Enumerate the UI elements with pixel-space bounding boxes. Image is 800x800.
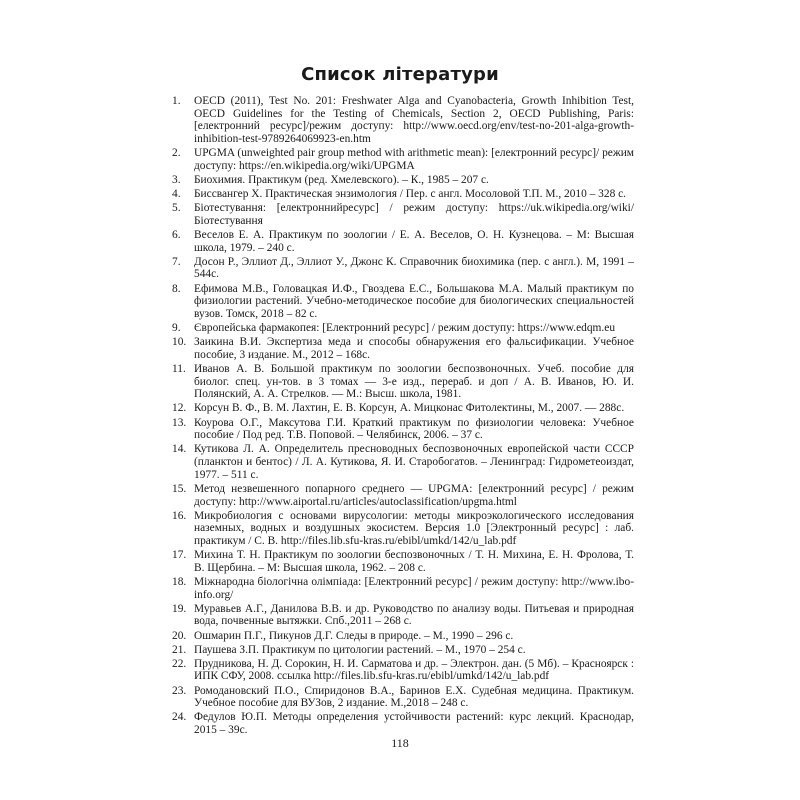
reference-item xyxy=(172,322,634,335)
reference-text: Метод незвешенного попарного среднего — UPGMA: [електронний ресурс] / режим доступу: http://www.aiportal.ru/articles/autoclassification/upgma.html xyxy=(194,482,634,508)
reference-number: 6. xyxy=(172,228,181,241)
reference-text: Біотестування: [електроннийресурс] / режим доступу: https://uk.wikipedia.org/wiki/ Біотестування xyxy=(194,202,634,227)
reference-item xyxy=(172,402,634,415)
reference-text: Иванов А. В. Большой практикум по зоологии беспозвоночных. Учеб. пособие для биолог. спец. ун-тов. в 3 томах — 3-е изд., перераб. и доп / А. В. Иванов, Ю. И. Полянский, А. А. Стрелков. — М.: Высш. школа, 1981. xyxy=(194,362,634,401)
reference-text: Федулов Ю.П. Методы определения устойчивости растений: курс лекций. Краснодар, 2015 – 39с. xyxy=(194,711,634,737)
reference-text: Микробиология с основами вирусологии: методы микроэкологического исследования наземных, водных и воздушных экосистем. Версия 1.0 [Электронный ресурс] : лаб. практикум / С. В. http://files.lib.sfu-kras.ru/ebibl/umkd/142/u_lab.pdf xyxy=(194,509,634,548)
reference-number: 18. xyxy=(172,575,187,588)
reference-item xyxy=(172,417,634,442)
reference-text: Ошмарин П.Г., Пикунов Д.Г. Следы в природе. – М., 1990 – 296 с. xyxy=(194,629,514,642)
reference-item xyxy=(172,644,634,657)
reference-number: 11. xyxy=(172,362,186,375)
reference-text: Паушева З.П. Практикум по цитологии растений. – М., 1970 – 254 с. xyxy=(194,643,526,656)
reference-number: 14. xyxy=(172,443,187,456)
reference-text: Кутикова Л. А. Определитель пресноводных беспозвоночных европейской части СССР (планктон и бентос) / Л. А. Кутикова, Я. И. Старобогатов. – Ленинград: Гидрометеоиздат, 1977. – 511 с. xyxy=(194,443,634,481)
reference-item xyxy=(172,630,634,643)
reference-text: Заикина В.И. Экспертиза меда и способы обнаружения его фальсификации. Учебное пособие, 3 издание. М., 2012 – 168с. xyxy=(194,336,634,361)
reference-number: 21. xyxy=(172,643,187,656)
reference-text: Європейська фармакопея: [Електронний ресурс] / режим доступу: https://www.edqm.eu xyxy=(194,322,616,335)
reference-number: 24. xyxy=(172,711,187,724)
reference-text: Корсун В. Ф., В. М. Лахтин, Е. В. Корсун, А. Мицконас Фитолектины, М., 2007. — 288с. xyxy=(194,402,625,415)
reference-number: 7. xyxy=(172,255,181,268)
reference-item xyxy=(172,283,634,321)
reference-item xyxy=(172,711,634,736)
reference-text: Муравьев А.Г., Данилова В.В. и др. Руководство по анализу воды. Питьевая и природная вода, почвенные вытяжки. Спб.,2011 – 268 с. xyxy=(194,602,634,628)
reference-number: 16. xyxy=(172,509,187,522)
reference-item xyxy=(172,363,634,401)
reference-number: 3. xyxy=(172,174,181,186)
page-number: 118 xyxy=(391,736,409,750)
reference-item xyxy=(172,576,634,601)
reference-item xyxy=(172,549,634,574)
reference-number: 19. xyxy=(172,602,187,615)
reference-text: Биссвангер Х. Практическая энзимология / Пер. с англ. Мосоловой Т.П. М., 2010 – 328 с. xyxy=(194,188,627,201)
reference-number: 23. xyxy=(172,684,187,697)
reference-number: 17. xyxy=(172,549,187,562)
reference-text: Веселов Е. А. Практикум по зоологии / Е. А. Веселов, О. Н. Кузнецова. – М: Высшая школа, 1979. – 240 с. xyxy=(194,228,634,254)
reference-number: 8. xyxy=(172,282,181,295)
reference-item xyxy=(172,510,634,548)
reference-item xyxy=(172,95,634,146)
reference-number: 12. xyxy=(172,402,187,415)
reference-list xyxy=(172,95,634,738)
reference-number: 15. xyxy=(172,482,187,495)
reference-text: OECD (2011), Test No. 201: Freshwater Alga and Cyanobacteria, Growth Inhibition Test, OECD Guidelines for the Testing of Chemicals, Section 2, OECD Publishing, Paris: [електронний ресурс]/режим доступу: http://www.oecd.org/env/test-no-201-alga-growth-inhibition-test-9789264069923-en.htm xyxy=(194,95,634,146)
reference-item xyxy=(172,483,634,508)
reference-text: Михина Т. Н. Практикум по зоологии беспозвоночных / Т. Н. Михина, Е. Н. Фролова, Т. В. Щербина. – М: Высшая школа, 1962. – 208 с. xyxy=(194,549,634,574)
reference-item xyxy=(172,336,634,361)
reference-item xyxy=(172,685,634,710)
reference-item xyxy=(172,229,634,254)
reference-number: 13. xyxy=(172,416,187,429)
reference-text: UPGMA (unweighted pair group method with arithmetic mean): [електронний ресурс]/ режим доступу: https://en.wikipedia.org/wiki/UPGMA xyxy=(194,147,634,172)
page-title: Список літератури xyxy=(301,64,499,85)
reference-item xyxy=(172,603,634,628)
reference-item xyxy=(172,202,634,227)
reference-number: 2. xyxy=(172,147,181,160)
reference-item xyxy=(172,256,634,281)
reference-number: 4. xyxy=(172,188,181,201)
reference-number: 10. xyxy=(172,336,187,349)
reference-text: Ромодановский П.О., Спиридонов В.А., Баринов Е.Х. Судебная медицина. Практикум. Учебное пособие для ВУЗов, 2 издание. М.,2018 – 248 с. xyxy=(194,684,634,710)
reference-text: Прудникова, Н. Д. Сорокин, Н. И. Сарматова и др. – Электрон. дан. (5 Мб). – Красноярск : ИПК СФУ, 2008. ссылка http://files.lib.sfu-kras.ru/ebibl/umkd/142/u_lab.pdf xyxy=(194,657,634,683)
reference-item xyxy=(172,147,634,172)
reference-number: 5. xyxy=(172,202,181,215)
reference-item xyxy=(172,188,634,201)
reference-number: 22. xyxy=(172,657,187,670)
reference-number: 9. xyxy=(172,322,181,335)
reference-text: Биохимия. Практикум (ред. Хмелевского). – К., 1985 – 207 с. xyxy=(194,174,489,186)
reference-item xyxy=(172,658,634,683)
reference-text: Міжнародна біологічна олімпіада: [Електронний ресурс] / режим доступу: http://www.ibo-info.org/ xyxy=(194,575,634,601)
reference-text: Ефимова М.В., Головацкая И.Ф., Гвоздева Е.С., Большакова М.А. Малый практикум по физиологии растений. Учебно-методическое пособие для биологических специальностей вузов. Томск, 2018 – 82 с. xyxy=(194,282,634,320)
reference-text: Коурова О.Г., Максутова Г.И. Краткий практикум по физиологии человека: Учебное пособие / Под ред. Т.В. Поповой. – Челябинск, 2006. – 37 с. xyxy=(194,416,634,442)
reference-number: 1. xyxy=(172,95,181,107)
reference-text: Досон Р., Эллиот Д., Эллиот У., Джонс К. Справочник биохимика (пер. с англ.). М, 1991 – 544с. xyxy=(194,255,634,281)
reference-item xyxy=(172,174,634,187)
reference-item xyxy=(172,443,634,481)
reference-number: 20. xyxy=(172,629,187,642)
